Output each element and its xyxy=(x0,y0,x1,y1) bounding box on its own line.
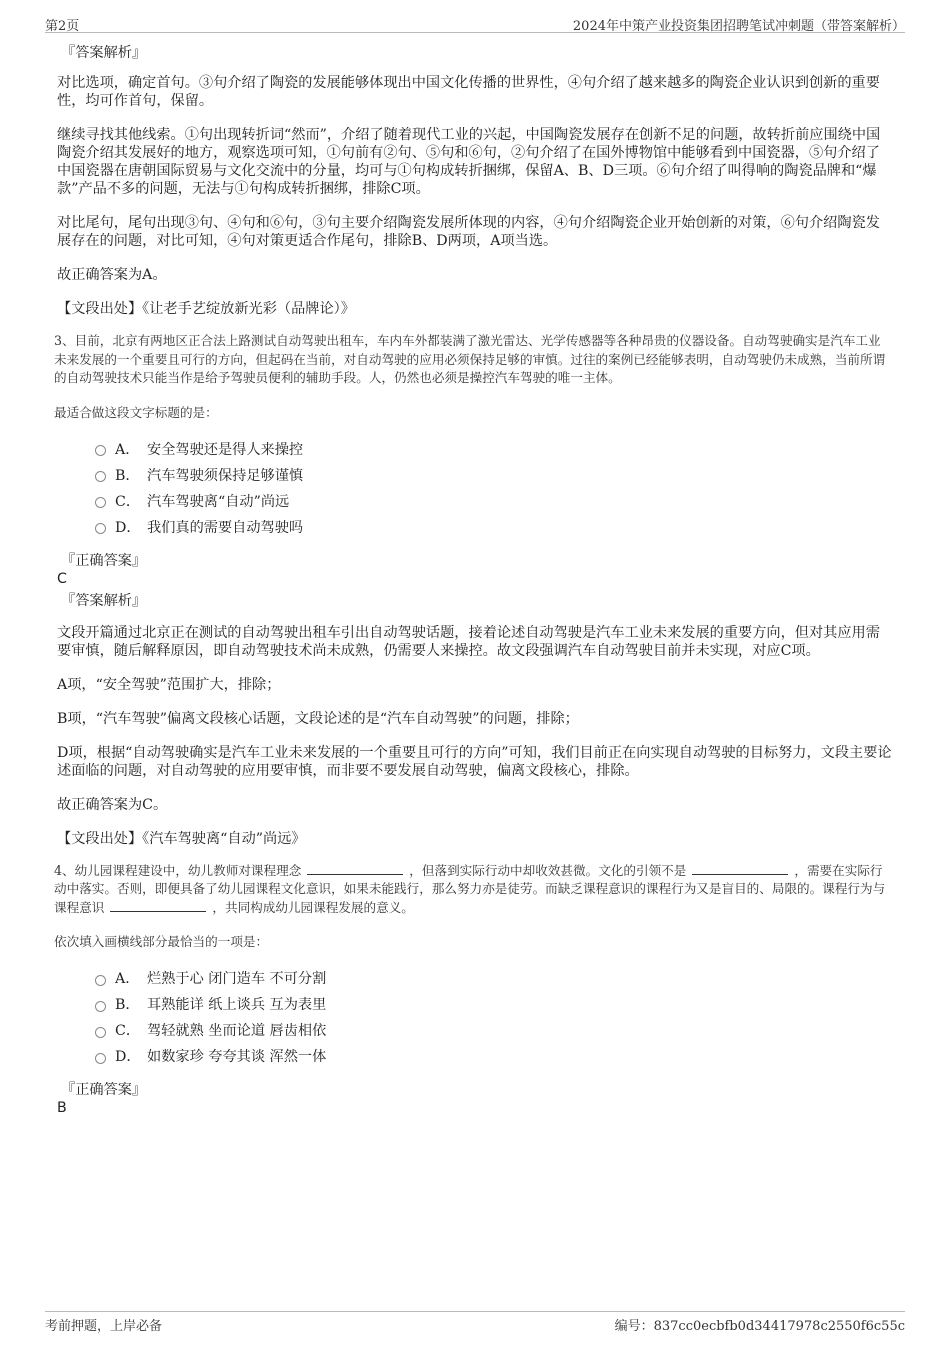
radio-button[interactable] xyxy=(95,471,106,482)
document-title: 2024年中策产业投资集团招聘笔试冲刺题（带答案解析） xyxy=(572,19,905,34)
fill-blank xyxy=(307,862,403,875)
q4-text-part: ，但落到实际行动中却收效甚微。文化的引领不是 xyxy=(409,862,687,878)
page-header xyxy=(45,12,905,33)
q3-option-d[interactable] xyxy=(95,514,893,540)
radio-button[interactable] xyxy=(95,1053,106,1064)
q2-analysis-paragraph: 对比选项，确定首句。③句介绍了陶瓷的发展能够体现出中国文化传播的世界性，④句介绍了越来越多的陶瓷企业认识到创新的重要性，均可作首句，保留。 xyxy=(57,75,880,109)
q3-analysis-paragraph: D项，根据“自动驾驶确实是汽车工业未来发展的一个重要且可行的方向”可知，我们目前正在向实现自动驾驶的目标努力，文段主要论述面临的问题，对自动驾驶的应用要审慎，而非要不要发展自动驾驶，偏离文段核心，排除。 xyxy=(57,744,892,779)
q3-analysis-paragraph: 文段开篇通过北京正在测试的自动驾驶出租车引出自动驾驶话题，接着论述自动驾驶是汽车工业未来发展的重要方向，但对其应用需要审慎，随后解释原因，即自动驾驶技术尚未成熟，仍需要人来操控。故文段强调汽车自动驾驶目前并未实现，对应C项。 xyxy=(57,624,880,659)
document-body xyxy=(54,44,893,1121)
q3-question-text: 3、目前，北京有两地区正合法上路测试自动驾驶出租车，车内车外都装满了激光雷达、光学传感器等各种昂贵的仪器设备。自动驾驶确实是汽车工业未来发展的一个重要且可行的方向，但起码在当前，对自动驾驶的应用必须保持足够的审慎。过往的案例已经能够表明，自动驾驶仍未成熟，当前所谓的自动驾驶技术只能当作是给予驾驶员便利的辅助手段。人，仍然也必须是操控汽车驾驶的唯一主体。 xyxy=(54,333,886,385)
q4-options xyxy=(95,965,893,1069)
fill-blank xyxy=(692,862,788,875)
option-text: 汽车驾驶须保持足够谨慎 xyxy=(147,467,304,484)
q3-option-c[interactable] xyxy=(95,488,893,514)
q4-option-a[interactable] xyxy=(95,965,893,991)
q4-text-part: 4、幼儿园课程建设中，幼儿教师对课程理念 xyxy=(54,862,302,878)
q3-options xyxy=(95,436,893,540)
option-text: 安全驾驶还是得人来操控 xyxy=(147,441,304,458)
option-letter: D． xyxy=(115,1049,141,1065)
option-text: 汽车驾驶离“自动”尚远 xyxy=(147,493,290,510)
q2-source: 【文段出处】《让老手艺绽放新光彩（品牌论）》 xyxy=(57,301,355,317)
q2-analysis-paragraph: 对比尾句，尾句出现③句、④句和⑥句，③句主要介绍陶瓷发展所体现的内容，④句介绍陶瓷企业开始创新的对策，⑥句介绍陶瓷发展存在的问题，对比可知，④句对策更适合作尾句，排除B、D两项，A项当选。 xyxy=(57,215,880,249)
radio-button[interactable] xyxy=(95,975,106,986)
q4-text-part: ，需要在实际行动中落实。否则，即便具备了幼儿园课程文化意识，如果未能践行，那么努力亦是徒劳。而缺乏课程意识的课程行为又是盲目的、局限的。课程行为与课程意识 xyxy=(54,862,886,915)
option-letter: A． xyxy=(115,971,140,987)
q3-option-b[interactable] xyxy=(95,462,893,488)
document-code: 编号：837cc0ecbfb0d34417978c2550f6c55c xyxy=(614,1319,905,1334)
q3-correct-heading: 『正确答案』 xyxy=(61,552,147,569)
q3-correct-answer: C xyxy=(57,570,67,587)
fill-blank xyxy=(110,899,206,912)
q3-source: 【文段出处】《汽车驾驶离“自动”尚远》 xyxy=(57,830,306,847)
q2-analysis-heading: 『答案解析』 xyxy=(61,45,147,61)
q2-conclusion: 故正确答案为A。 xyxy=(57,267,167,283)
q4-option-c[interactable] xyxy=(95,1017,893,1043)
q3-option-a[interactable] xyxy=(95,436,893,462)
q4-prompt: 依次填入画横线部分最恰当的一项是： xyxy=(54,934,269,949)
q3-analysis-paragraph: A项，“安全驾驶”范围扩大，排除； xyxy=(57,676,281,693)
q4-question-text xyxy=(54,862,893,918)
option-text: 如数家珍 夸夸其谈 浑然一体 xyxy=(147,1049,327,1065)
q4-correct-heading: 『正确答案』 xyxy=(61,1082,147,1098)
option-letter: D． xyxy=(115,519,141,536)
q4-text-part: ，共同构成幼儿园课程发展的意义。 xyxy=(212,899,414,915)
page-footer xyxy=(45,1311,905,1334)
q3-analysis-paragraph: B项，“汽车驾驶”偏离文段核心话题，文段论述的是“汽车自动驾驶”的问题，排除； xyxy=(57,710,579,727)
option-text: 耳熟能详 纸上谈兵 互为表里 xyxy=(147,997,327,1013)
page-number: 第2页 xyxy=(45,19,80,34)
option-text: 我们真的需要自动驾驶吗 xyxy=(147,519,304,536)
option-letter: B． xyxy=(115,997,140,1013)
option-text: 驾轻就熟 坐而论道 唇齿相依 xyxy=(147,1023,327,1039)
q4-option-b[interactable] xyxy=(95,991,893,1017)
q4-option-d[interactable] xyxy=(95,1043,893,1069)
q4-correct-answer: B xyxy=(57,1100,67,1116)
q3-prompt: 最适合做这段文字标题的是： xyxy=(54,404,218,420)
radio-button[interactable] xyxy=(95,497,106,508)
option-letter: B． xyxy=(115,467,140,484)
q3-analysis-heading: 『答案解析』 xyxy=(61,592,147,609)
option-text: 烂熟于心 闭门造车 不可分割 xyxy=(147,971,327,987)
radio-button[interactable] xyxy=(95,1001,106,1012)
q2-analysis-paragraph: 继续寻找其他线索。①句出现转折词“然而”，介绍了随着现代工业的兴起，中国陶瓷发展存在创新不足的问题，故转折前应围绕中国陶瓷介绍其发展好的地方，观察选项可知，①句前有②句、⑤句和⑥句，②句介绍了在国外博物馆中能够看到中国瓷器，⑤句介绍了中国瓷器在唐朝国际贸易与文化交流中的分量，均可与①句构成转折捆绑，保留A、B、D三项。⑥句介绍了叫得响的陶瓷品牌和“爆款”产品不多的问题，无法与①句构成转折捆绑，排除C项。 xyxy=(57,127,881,197)
option-letter: C． xyxy=(115,1023,141,1039)
radio-button[interactable] xyxy=(95,445,106,456)
radio-button[interactable] xyxy=(95,523,106,534)
radio-button[interactable] xyxy=(95,1027,106,1038)
option-letter: C． xyxy=(115,493,141,510)
q3-conclusion: 故正确答案为C。 xyxy=(57,796,168,813)
option-letter: A． xyxy=(115,441,140,458)
footer-slogan: 考前押题，上岸必备 xyxy=(45,1319,163,1334)
